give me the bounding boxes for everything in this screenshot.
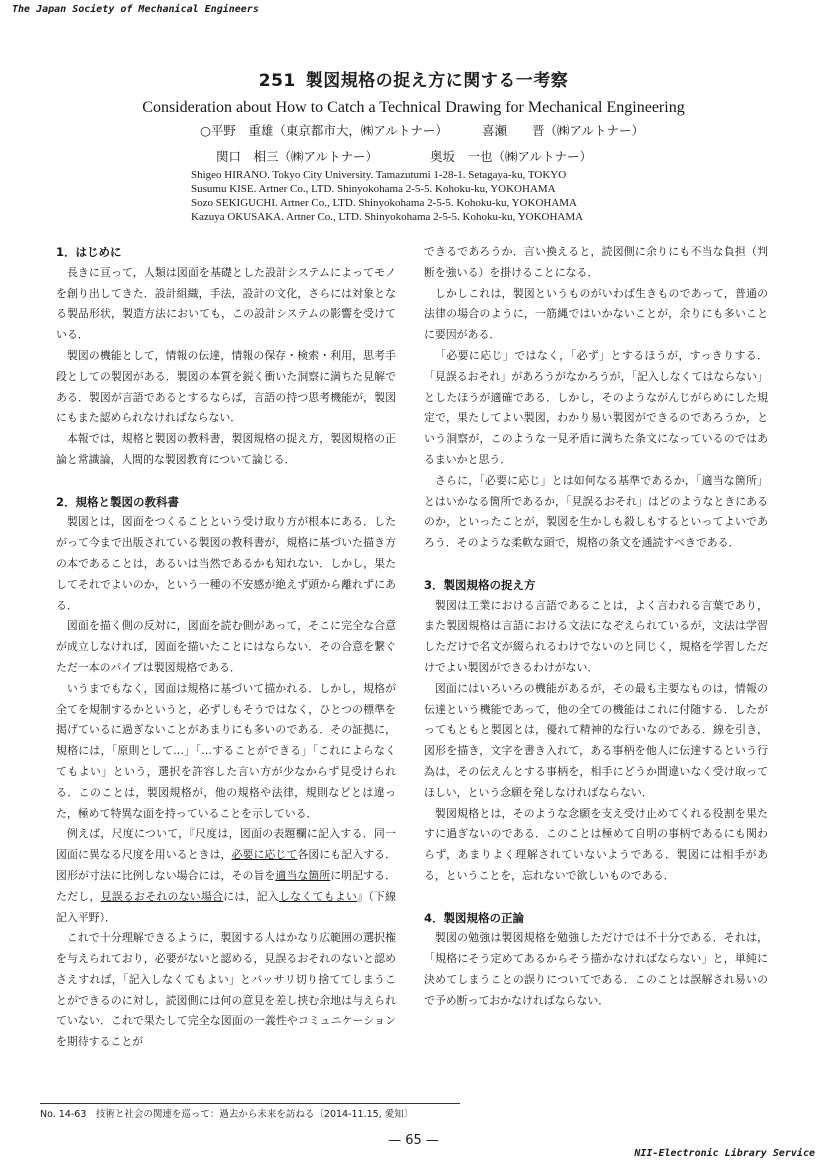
page-number: — 65 — <box>388 1133 439 1148</box>
paragraph: 製図は工業における言語であることは，よく言われる言葉であり，また製図規格は言語における文法になぞえられているが，文法は学習しただけで名文が綴られるわけでないのと同じく，規格を学習しただけでよい製図ができるわけがない． <box>424 598 768 674</box>
paper-title-japanese <box>0 66 827 91</box>
paragraph: 製図とは，図面をつくることという受け取り方が根本にある．したがって今まで出版されている製図の教科書が，規格に基づいた描き方の本であることは，あるいは当然であるかも知れない．しかし，果たしてそれでよいのか，という一種の不安感が絶えず頭から離れずにある． <box>56 515 396 612</box>
paragraph: 「必要に応じ」ではなく，「必ず」とするほうが，すっきりする．「見誤るおそれ」があろうがなかろうが，「記入しなくてはならない」としたほうが適確である．しかし，そのようながんじがらめにした規定で，果たしてよい製図，わかり易い製図ができるのであろうか，という洞察が，このような一見矛盾に満ちた条文になっているのではあるまいかと思う． <box>424 348 768 466</box>
footer-divider <box>40 1103 460 1104</box>
underlined-text: 適当な箇所 <box>275 868 331 882</box>
title-block <box>0 66 827 117</box>
underlined-text: 見誤るおそれのない場合 <box>100 889 224 903</box>
footer-note: No. 14-63 技術と社会の関連を巡って：過去から未来を訪ねる〔2014-11.15, 愛知〕 <box>40 1109 414 1120</box>
underlined-text: しなくてもよい <box>279 889 358 903</box>
paragraph-scale-quote <box>56 824 396 928</box>
paragraph: 製図規格とは，そのような念願を支え受け止めてくれる役割を果たすに過ぎないのである．このことは極めて自明の事柄であるにも関わらず，あまりよく理解されていないようである．製図には相手がある，ということを，忘れないで欲しいものである． <box>424 806 768 882</box>
author-okusaka: 奥坂 一也（㈱アルトナー） <box>430 149 593 164</box>
affiliation-line: Shigeo HIRANO. Tokyo City University. Tamazutumi 1-28-1. Setagaya-ku, TOKYO <box>191 169 567 181</box>
left-column <box>56 242 396 1053</box>
section-heading-standards-textbooks: 2．規格と製図の教科書 <box>56 494 180 509</box>
paragraph: 製図の勉強は製図規格を勉強しただけでは不十分である．それは，「規格にそう定めてあるからそう描かなければならない」と，単純に決めてしまうことの誤りについてである．このことは誤解され易いので予め断っておかなければならない． <box>424 931 768 1007</box>
section-heading-interpretation: 3．製図規格の捉え方 <box>424 577 536 592</box>
text-run: 各図にも記入する．図形が寸法に比例しない場合には，その旨を <box>56 848 396 882</box>
society-header: The Japan Society of Mechanical Engineers <box>12 4 259 15</box>
nii-footer: NII-Electronic Library Service <box>634 1148 815 1159</box>
text-run: 例えば，尺度について，『尺度は，図面の表題欄に記入する．同一図面に異なる尺度を用いるときは， <box>56 827 396 862</box>
text-run: 』（下線記入平野）． <box>56 889 396 924</box>
section-heading-intro: 1．はじめに <box>56 245 122 259</box>
paragraph: 製図の機能として，情報の伝達，情報の保存・検索・利用，思考手段としての製図がある．製図の本質を鋭く衝いた洞察に満ちた見解である．製図が言語であるとするならば，言語の持つ思考機能が，製図にもまた認められなければならない． <box>56 348 396 425</box>
affiliations <box>191 168 583 224</box>
author-sekiguchi: 関口 相三（㈱アルトナー） <box>216 149 379 164</box>
paragraph: これで十分理解できるように，製図する人はかなり広範囲の選択権を与えられており，必要がないと認める，見誤るおそれのないと認めさえすれば，「記入しなくてもよい」とバッサリ切り捨ててしまうことができるのに対し，読図側には何の意見を差し挟む余地は与えられていない．これで果たして完全な図面の一義性やコミュニケーションを期待することが <box>56 931 396 1049</box>
author-kise: 喜瀬 晋（㈱アルトナー） <box>482 123 645 138</box>
paragraph: さらに，「必要に応じ」とは如何なる基準であるか，「適当な箇所」とはいかなる箇所であるか，「見誤るおそれ」はどのようなときにあるのか，といったことが，製図を生かしも殺しもするといってよいであろう．そのような柔軟な頭で，規格の条文を通読すべきである． <box>424 473 768 550</box>
affiliation-line: Kazuya OKUSAKA. Artner Co., LTD. Shinyokohama 2-5-5. Kohoku-ku, YOKOHAMA <box>191 211 584 223</box>
author-hirano: ○平野 重雄（東京都市大，㈱アルトナー） <box>200 123 448 138</box>
affiliation-line: Susumu KISE. Artner Co., LTD. Shinyokohama 2-5-5. Kohoku-ku, YOKOHAMA <box>191 183 556 195</box>
text-run: には，記入 <box>223 889 280 903</box>
paragraph: いうまでもなく，図面は規格に基づいて描かれる．しかし，規格が全てを規制するかというと，必ずしもそうではなく，ひとつの標準を掲げているに過ぎないことがあまりにも多いのである．その証拠に，規格には，「原則として…」「…することができる」「これによらなくてもよい」という，選択を許容した言い方が少なからず見受けられる．このことは，製図規格が，他の規格や法律，規則などとは違った，極めて特異な面を持っていることを示している． <box>56 681 396 820</box>
paragraph: しかしこれは，製図というものがいわば生きものであって，普通の法律の場合のように，一筋縄ではいかないことが，余りにも多いことに要因がある． <box>424 286 768 342</box>
paper-title-ja-text: 製図規格の捉え方に関する一考察 <box>305 71 569 91</box>
underlined-text: 必要に応じて <box>231 848 298 862</box>
paper-number: 251 <box>258 71 296 91</box>
paragraph: 本報では，規格と製図の教科書，製図規格の捉え方，製図規格の正論と常識論，人間的な製図教育について論じる． <box>56 432 396 466</box>
paragraph: 長きに亘って，人類は図面を基礎とした設計システムによってモノを創り出してきた．設計組織，手法，設計の文化，さらには対象となる製品形状，製造方法においても，この設計システムの影響を受けている． <box>56 265 396 342</box>
section-heading-orthodox: 4．製図規格の正論 <box>424 910 525 925</box>
paragraph-continued: できるであろうか．言い換えると，読図側に余りにも不当な負担（判断を強いる）を掛けることになる． <box>424 245 768 279</box>
affiliation-line: Sozo SEKIGUCHI. Artner Co., LTD. Shinyokohama 2-5-5. Kohoku-ku, YOKOHAMA <box>191 197 577 209</box>
right-column <box>424 242 768 1011</box>
paper-title-english: Consideration about How to Catch a Technical Drawing for Mechanical Engineering <box>142 99 685 116</box>
text-run: に明記する．ただし， <box>56 868 396 903</box>
paragraph: 図面を描く側の反対に，図面を読む側があって，そこに完全な合意が成立しなければ，図面を描いたことにはならない．その合意を繋ぐただ一本のパイプは製図規格である． <box>56 619 396 674</box>
paragraph: 図面にはいろいろの機能があるが，その最も主要なものは，情報の伝達という機能であって，他の全ての機能はこれに付随する．したがってもともと製図とは，優れて精神的な行いなのである．線を引き，図形を描き，文字を書き入れて，ある事柄を他人に伝達するという行為は，その伝えんとする事柄を，相手にどうか間違いなく受け取ってほしい，という念願を発しなければならない． <box>424 681 768 799</box>
